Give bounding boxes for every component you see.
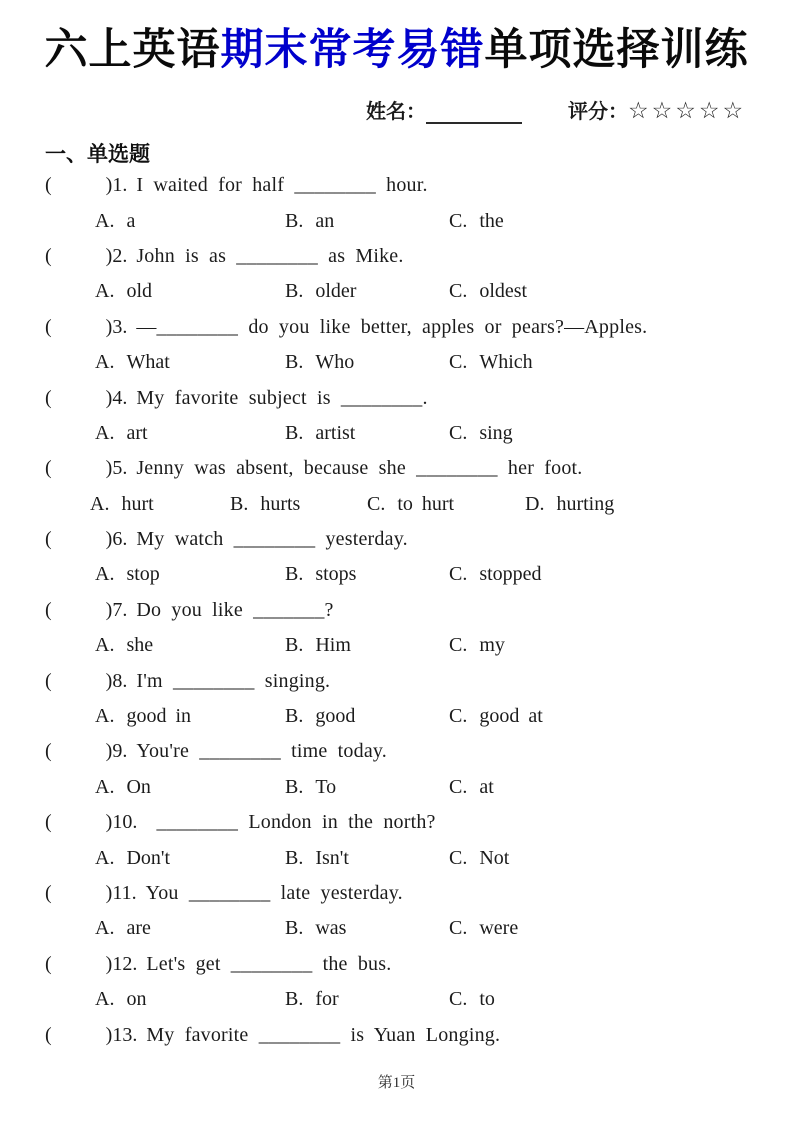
option-a — [95, 917, 285, 940]
answer-bracket: ( ) — [45, 1023, 113, 1046]
options-row — [45, 203, 753, 238]
option-label: A. — [95, 563, 115, 586]
option-text: On — [126, 775, 151, 798]
option-c — [449, 705, 543, 728]
question-item — [45, 593, 753, 664]
question-line — [45, 593, 753, 628]
question-text: My favorite ________ is Yuan Longing. — [146, 1023, 501, 1046]
page-footer: 第1页 — [377, 1075, 416, 1091]
question-item — [45, 168, 753, 239]
option-a — [95, 351, 285, 374]
question-text: My favorite subject is ________. — [136, 386, 428, 409]
option-text: sing — [479, 421, 513, 444]
question-line — [45, 310, 753, 345]
options-row — [45, 911, 753, 946]
option-c — [449, 776, 494, 799]
option-text: to hurt — [397, 492, 455, 515]
option-text: good at — [479, 705, 543, 728]
question-text: I'm ________ singing. — [136, 669, 331, 692]
question-number: 4. — [112, 386, 128, 409]
option-label: A. — [95, 917, 115, 940]
option-text: Which — [479, 351, 533, 374]
option-label: A. — [95, 351, 115, 374]
option-c — [449, 210, 504, 233]
option-c — [449, 563, 542, 586]
option-label: B. — [285, 634, 304, 657]
option-text: a — [126, 209, 136, 232]
option-label: C. — [367, 492, 386, 515]
option-text: are — [126, 917, 151, 940]
option-text: Not — [479, 846, 510, 869]
question-text: You ________ late yesterday. — [145, 882, 403, 904]
option-b — [285, 988, 449, 1011]
option-c — [449, 422, 513, 445]
question-number: 1. — [112, 174, 128, 197]
question-line — [45, 876, 753, 911]
option-text: good in — [126, 705, 192, 728]
question-line — [45, 734, 753, 769]
option-label: C. — [449, 563, 468, 586]
question-line — [45, 663, 753, 698]
option-c — [449, 634, 505, 657]
question-number: 11. — [112, 882, 137, 904]
option-text: were — [479, 917, 519, 940]
option-label: A. — [90, 492, 110, 515]
options-row — [45, 982, 753, 1017]
answer-bracket: ( ) — [45, 952, 113, 975]
answer-bracket: ( ) — [45, 315, 113, 338]
answer-bracket: ( ) — [45, 669, 113, 692]
name-blank-line — [426, 98, 522, 124]
question-item — [45, 876, 753, 947]
option-label: C. — [449, 280, 468, 303]
option-text: at — [479, 775, 494, 798]
option-label: C. — [449, 846, 468, 869]
option-label: A. — [95, 988, 115, 1011]
option-text: she — [126, 634, 154, 657]
option-b — [285, 280, 449, 303]
options-row — [45, 840, 753, 875]
option-text: hurts — [260, 492, 301, 515]
option-text: stopped — [479, 563, 542, 586]
option-label: A. — [95, 705, 115, 728]
option-label: B. — [285, 351, 304, 374]
options-row — [45, 274, 753, 309]
question-text: John is as ________ as Mike. — [136, 244, 404, 267]
question-number: 8. — [112, 669, 128, 692]
name-label: 姓名： — [366, 101, 426, 123]
option-text: stops — [315, 563, 357, 586]
option-label: C. — [449, 421, 468, 444]
option-text: art — [126, 421, 148, 444]
question-line — [45, 805, 753, 840]
options-row — [45, 557, 753, 592]
option-a — [95, 847, 285, 870]
option-text: Who — [315, 351, 355, 374]
question-text: Do you like _______? — [136, 598, 334, 621]
option-c — [449, 280, 527, 303]
option-label: C. — [449, 775, 468, 798]
options-row — [45, 770, 753, 805]
option-text: was — [315, 917, 347, 940]
options-row — [45, 345, 753, 380]
option-text: artist — [315, 421, 356, 444]
question-item — [45, 380, 753, 451]
option-text: to — [479, 988, 495, 1011]
question-item — [45, 947, 753, 1018]
question-line — [45, 451, 753, 486]
option-a — [95, 634, 285, 657]
question-text: Let's get ________ the bus. — [146, 952, 392, 975]
section-heading: 一、单选题 — [45, 143, 150, 166]
options-row — [45, 416, 753, 451]
question-number: 10. — [112, 811, 138, 834]
option-text: Him — [315, 634, 351, 657]
score-label: 评分： — [568, 101, 628, 123]
option-label: D. — [525, 492, 545, 515]
question-item — [45, 663, 753, 734]
question-line — [45, 522, 753, 557]
option-a — [95, 210, 285, 233]
option-label: B. — [285, 775, 304, 798]
question-number: 9. — [112, 740, 128, 763]
question-text: I waited for half ________ hour. — [136, 174, 428, 197]
option-b — [285, 351, 449, 374]
option-text: my — [479, 634, 505, 657]
option-a — [95, 776, 285, 799]
option-label: C. — [449, 705, 468, 728]
option-b — [285, 563, 449, 586]
option-text: old — [126, 280, 153, 303]
question-number: 12. — [112, 952, 138, 975]
answer-bracket: ( ) — [45, 244, 113, 267]
option-d — [525, 493, 614, 516]
option-text: To — [315, 775, 337, 798]
question-line — [45, 1017, 753, 1052]
option-label: B. — [285, 917, 304, 940]
option-b — [285, 847, 449, 870]
question-number: 7. — [112, 598, 128, 621]
option-text: Don't — [126, 846, 171, 869]
option-label: B. — [285, 846, 304, 869]
question-number: 6. — [112, 528, 128, 551]
option-label: A. — [95, 280, 115, 303]
question-text: Jenny was absent, because she ________ her foot. — [136, 457, 583, 480]
option-label: B. — [285, 563, 304, 586]
option-label: B. — [285, 988, 304, 1011]
option-c — [449, 351, 533, 374]
option-text: an — [315, 209, 335, 232]
option-label: C. — [449, 917, 468, 940]
question-number: 5. — [112, 457, 128, 480]
option-c — [367, 493, 525, 516]
answer-bracket: ( ) — [45, 811, 113, 834]
option-label: C. — [449, 634, 468, 657]
option-b — [285, 422, 449, 445]
question-item — [45, 805, 753, 876]
option-a — [95, 563, 285, 586]
option-label: B. — [230, 492, 249, 515]
question-line — [45, 947, 753, 982]
question-text: My watch ________ yesterday. — [136, 528, 408, 551]
option-label: A. — [95, 775, 115, 798]
option-a — [95, 422, 285, 445]
answer-bracket: ( ) — [45, 174, 113, 197]
option-text: good — [315, 705, 356, 728]
option-label: A. — [95, 421, 115, 444]
score-stars: ☆☆☆☆☆ — [628, 98, 747, 124]
answer-bracket: ( ) — [45, 528, 113, 551]
option-text: hurting — [556, 492, 615, 515]
question-line — [45, 380, 753, 415]
option-text: the — [479, 209, 504, 232]
question-item — [45, 522, 753, 593]
option-label: B. — [285, 209, 304, 232]
question-item — [45, 734, 753, 805]
page-title-part1: 六上英语 — [44, 26, 221, 74]
question-line — [45, 239, 753, 274]
question-line — [45, 168, 753, 203]
option-label: B. — [285, 280, 304, 303]
option-text: on — [126, 988, 147, 1011]
answer-bracket: ( ) — [45, 457, 113, 480]
question-text: —________ do you like better, apples or pears?—Apples. — [136, 315, 648, 338]
option-b — [285, 917, 449, 940]
option-c — [449, 917, 518, 940]
option-text: hurt — [121, 492, 154, 515]
page-title-part3: 单项选择训练 — [484, 26, 749, 74]
option-a — [95, 705, 285, 728]
question-item — [45, 1017, 753, 1052]
question-number: 3. — [112, 315, 128, 338]
answer-bracket: ( ) — [45, 386, 113, 409]
option-label: C. — [449, 351, 468, 374]
option-b — [285, 705, 449, 728]
question-text: ________ London in the north? — [146, 811, 436, 834]
question-item — [45, 451, 753, 522]
option-a — [90, 493, 230, 516]
option-a — [95, 280, 285, 303]
question-item — [45, 310, 753, 381]
option-label: C. — [449, 209, 468, 232]
option-b — [230, 493, 367, 516]
option-c — [449, 847, 509, 870]
option-label: B. — [285, 421, 304, 444]
page-title — [20, 24, 773, 76]
option-b — [285, 634, 449, 657]
answer-bracket: ( ) — [45, 740, 113, 763]
option-text: What — [126, 351, 170, 374]
name-score-row — [366, 92, 793, 124]
answer-bracket: ( ) — [45, 882, 113, 904]
option-label: A. — [95, 209, 115, 232]
question-text: You're ________ time today. — [136, 740, 387, 763]
option-c — [449, 988, 495, 1011]
question-list — [45, 168, 753, 1053]
option-label: A. — [95, 634, 115, 657]
option-b — [285, 210, 449, 233]
options-row — [45, 699, 753, 734]
option-label: B. — [285, 705, 304, 728]
option-text: older — [315, 280, 357, 303]
option-a — [95, 988, 285, 1011]
option-text: stop — [126, 563, 160, 586]
answer-bracket: ( ) — [45, 598, 113, 621]
option-label: C. — [449, 988, 468, 1011]
option-text: oldest — [479, 280, 528, 303]
option-text: for — [315, 988, 339, 1011]
question-number: 2. — [112, 244, 128, 267]
options-row — [45, 487, 753, 522]
question-item — [45, 239, 753, 310]
page-title-highlight: 期末常考易错 — [220, 26, 485, 74]
option-label: A. — [95, 846, 115, 869]
option-b — [285, 776, 449, 799]
question-number: 13. — [112, 1023, 138, 1046]
options-row — [45, 628, 753, 663]
option-text: Isn't — [315, 846, 349, 869]
